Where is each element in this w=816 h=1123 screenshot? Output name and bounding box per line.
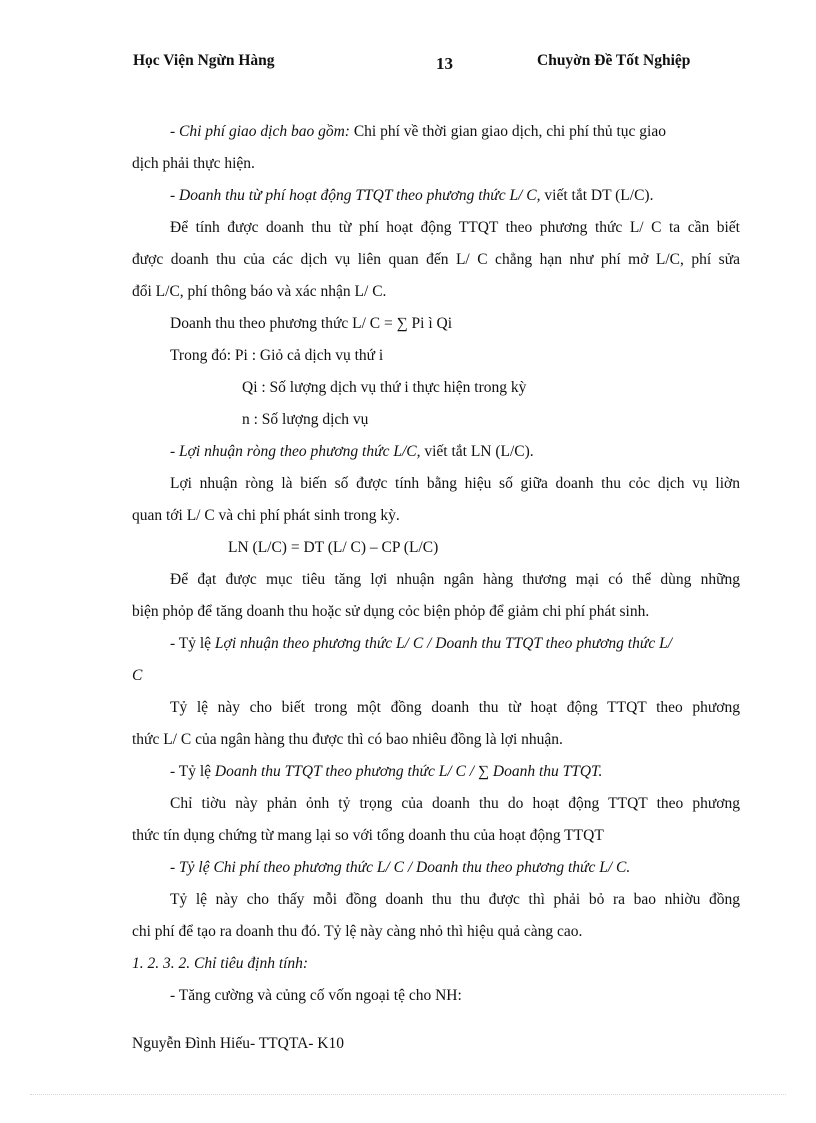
italic-term: - Lợi nhuận ròng theo phương thức L/C,	[170, 443, 421, 460]
header-document-type: Chuyờn Đề Tốt Nghiệp	[537, 52, 691, 69]
paragraph-line: Để đạt được mục tiêu tăng lợi nhuận ngân hàng thương mại có thể dùng những	[170, 571, 740, 588]
paragraph-line: được doanh thu của các dịch vụ liên quan đến L/ C chẳng hạn như phí mở L/C, phí sửa	[132, 251, 740, 268]
paragraph-line: dịch phải thực hiện.	[132, 155, 255, 172]
paragraph-line: Để tính được doanh thu từ phí hoạt động TTQT theo phương thức L/ C ta cần biết	[170, 219, 740, 236]
page-footer: Nguyễn Đình Hiếu- TTQTA- K10	[132, 1035, 344, 1052]
paragraph-line: thức tín dụng chứng từ mang lại so với tổng doanh thu của hoạt động TTQT	[132, 827, 604, 844]
paragraph-line	[132, 436, 740, 468]
paragraph-line: Chỉ tiờu này phản ỏnh tỷ trọng của doanh thu do hoạt động TTQT theo phương	[170, 795, 740, 812]
paragraph-line: biện phỏp để tăng doanh thu hoặc sử dụng cỏc biện phỏp để giảm chi phí phát sinh.	[132, 603, 650, 620]
definition-line: n : Số lượng dịch vụ	[242, 411, 369, 428]
paragraph-line	[132, 628, 740, 660]
definition-line: Qi : Số lượng dịch vụ thứ i thực hiện trong kỳ	[242, 379, 527, 396]
italic-term: - Chi phí giao dịch bao gồm:	[170, 123, 350, 140]
text-run: - Tỷ lệ	[170, 635, 215, 652]
text-run: viết tắt DT (L/C).	[540, 187, 654, 204]
paragraph-line: Lợi nhuận ròng là biến số được tính bằng hiệu số giữa doanh thu cỏc dịch vụ liờn	[170, 475, 740, 492]
section-heading: 1. 2. 3. 2. Chỉ tiêu định tính:	[132, 955, 309, 972]
page-header	[0, 52, 816, 76]
page-number: 13	[436, 54, 453, 73]
italic-term: Doanh thu TTQT theo phương thức L/ C / ∑ Doanh thu TTQT.	[214, 763, 603, 780]
header-institution: Học Viện Ngừn Hàng	[133, 52, 275, 69]
document-body	[132, 116, 740, 1012]
paragraph-line: - Tăng cường và củng cố vốn ngoại tệ cho NH:	[170, 987, 462, 1004]
text-run: - Tỷ lệ	[170, 763, 215, 780]
paragraph-line	[132, 180, 740, 212]
paragraph-line: Trong đó: Pi : Giỏ cả dịch vụ thứ i	[170, 347, 384, 364]
text-run: Chi phí về thời gian giao dịch, chi phí thủ tục giao	[349, 123, 666, 140]
formula-line: Doanh thu theo phương thức L/ C = ∑ Pi ì Qi	[170, 315, 453, 332]
italic-term: - Doanh thu từ phí hoạt động TTQT theo phương thức L/ C,	[170, 187, 541, 204]
paragraph-line: chi phí để tạo ra doanh thu đó. Tỷ lệ này càng nhỏ thì hiệu quả càng cao.	[132, 923, 583, 940]
paragraph-line: đổi L/C, phí thông báo và xác nhận L/ C.	[132, 283, 387, 300]
italic-term: Lợi nhuận theo phương thức L/ C / Doanh thu TTQT theo phương thức L/	[214, 635, 672, 652]
paragraph-line	[132, 756, 740, 788]
paragraph-line: - Tỷ lệ Chi phí theo phương thức L/ C / Doanh thu theo phương thức L/ C.	[170, 859, 631, 876]
text-run: viết tắt LN (L/C).	[420, 443, 534, 460]
paragraph-line: quan tới L/ C và chi phí phát sinh trong kỳ.	[132, 507, 400, 524]
paragraph-line: thức L/ C của ngân hàng thu được thì có bao nhiêu đồng là lợi nhuận.	[132, 731, 563, 748]
formula-line: LN (L/C) = DT (L/ C) – CP (L/C)	[228, 539, 439, 556]
paragraph-line	[132, 116, 740, 148]
paragraph-line: Tỷ lệ này cho thấy mỗi đồng doanh thu thu được thì phải bỏ ra bao nhiờu đồng	[170, 891, 740, 908]
page-bottom-divider	[30, 1094, 786, 1095]
paragraph-line: C	[132, 667, 143, 684]
paragraph-line: Tỷ lệ này cho biết trong một đồng doanh thu từ hoạt động TTQT theo phương	[170, 699, 740, 716]
